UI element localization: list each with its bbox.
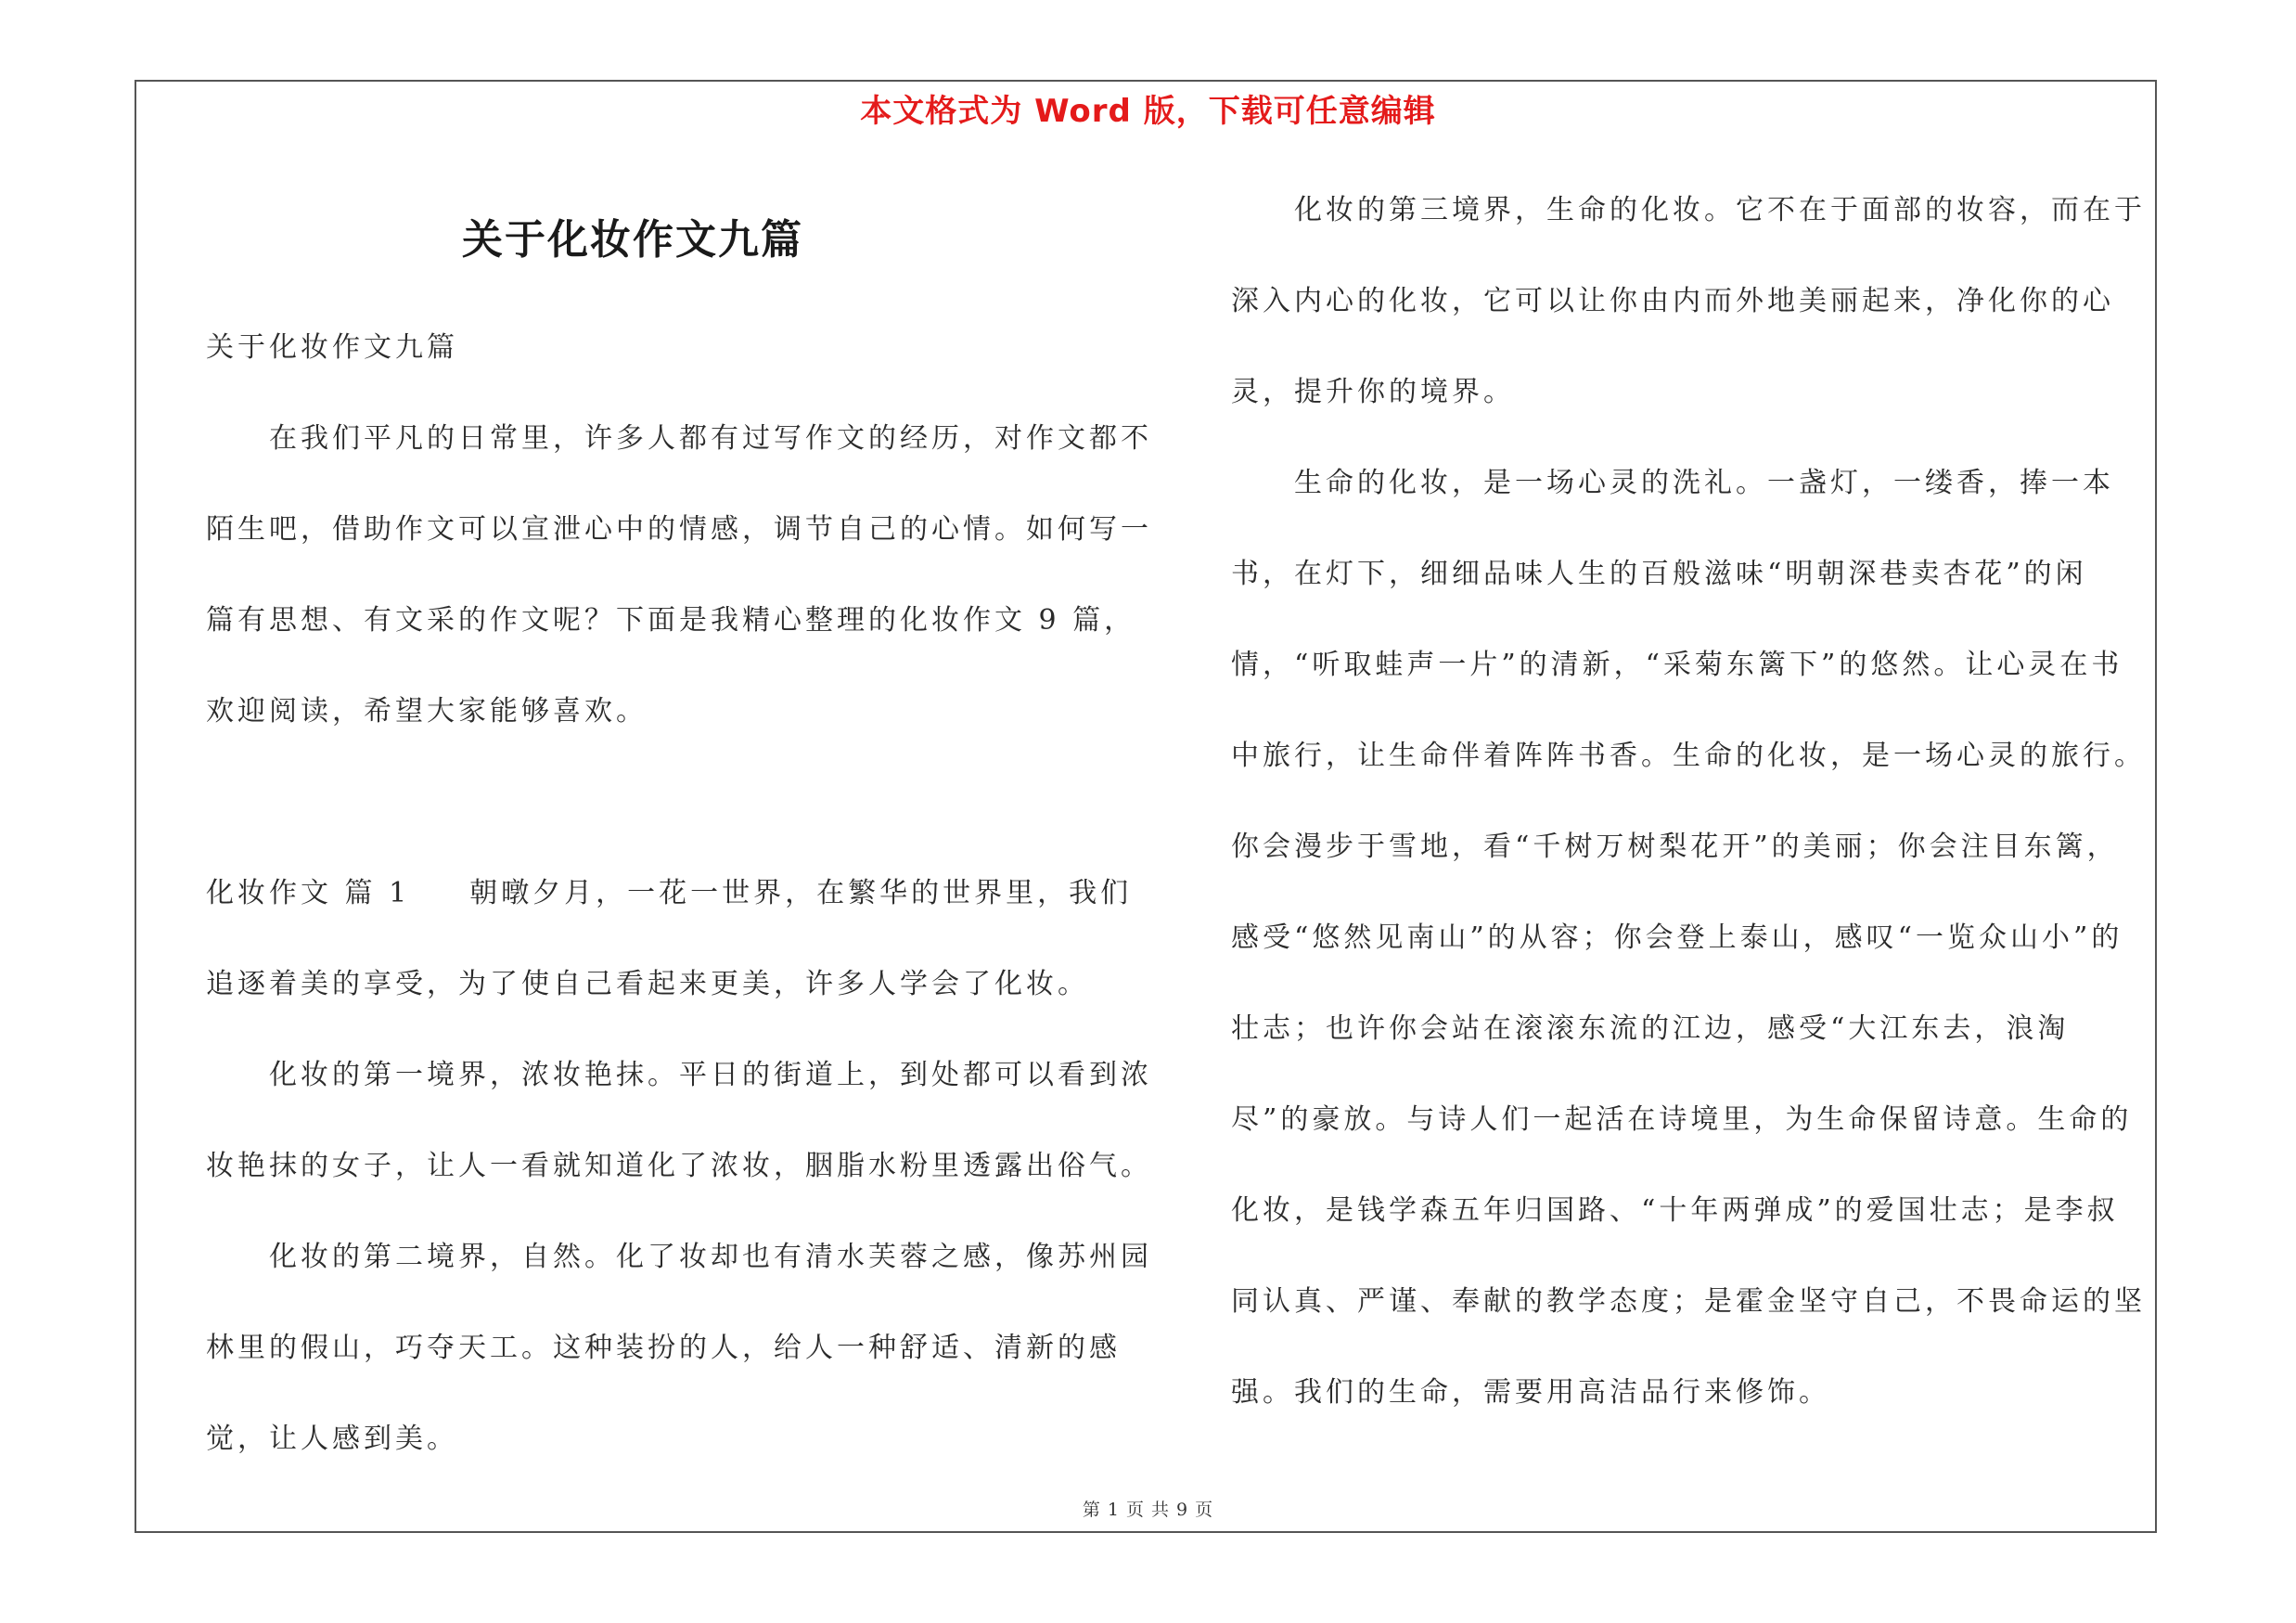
left-column	[206, 303, 1152, 1485]
paragraph-third-realm: 化妆的第三境界，生命的化妆。它不在于面部的妆容，而在于深入内心的化妆，它可以让你由内而外地美丽起来，净化你的心灵，提升你的境界。	[1231, 194, 2146, 408]
right-column	[1231, 165, 2149, 1438]
section-first-text: 朝暾夕月，一花一世界，在繁华的世界里，我们追逐着美的享受，为了使自己看起来更美，许多人学会了化妆。	[206, 877, 1133, 1000]
section-heading: 化妆作文 篇 1	[206, 877, 411, 909]
paragraph-spacer	[206, 757, 1152, 848]
document-title: 关于化妆作文九篇	[462, 216, 803, 264]
intro-paragraph: 在我们平凡的日常里，许多人都有过写作文的经历，对作文都不陌生吧，借助作文可以宣泄心中的情感，调节自己的心情。如何写一篇有思想、有文采的作文呢？下面是我精心整理的化妆作文 9 篇，欢迎阅读，希望大家能够喜欢。	[206, 422, 1152, 728]
section-paragraph	[206, 848, 1152, 1030]
paragraph-first-realm: 化妆的第一境界，浓妆艳抹。平日的街道上，到处都可以看到浓妆艳抹的女子，让人一看就知道化了浓妆，胭脂水粉里透露出俗气。	[206, 1059, 1152, 1182]
subtitle: 关于化妆作文九篇	[206, 331, 458, 364]
paragraph-life-makeup: 生命的化妆，是一场心灵的洗礼。一盏灯，一缕香，捧一本书，在灯下，细细品味人生的百般滋味“明朝深巷卖杏花”的闲情，“听取蛙声一片”的清新，“采菊东篱下”的悠然。让心灵在书中旅行，让生命伴着阵阵书香。生命的化妆，是一场心灵的旅行。你会漫步于雪地，看“千树万树梨花开”的美丽；你会注目东篱，感受“悠然见南山”的从容；你会登上泰山，感叹“一览众山小”的壮志；也许你会站在滚滚东流的江边，感受“大江东去，浪淘尽”的豪放。与诗人们一起活在诗境里，为生命保留诗意。生命的化妆，是钱学森五年归国路、“十年两弹成”的爱国壮志；是李叔同认真、严谨、奉献的教学态度；是霍金坚守自己，不畏命运的坚强。我们的生命，需要用高洁品行来修饰。	[1231, 467, 2146, 1409]
page-number-footer: 第 1 页 共 9 页	[1082, 1500, 1214, 1520]
paragraph-second-realm: 化妆的第二境界，自然。化了妆却也有清水芙蓉之感，像苏州园林里的假山，巧夺天工。这种装扮的人，给人一种舒适、清新的感觉，让人感到美。	[206, 1241, 1152, 1455]
format-banner: 本文格式为 Word 版，下载可任意编辑	[860, 93, 1436, 130]
